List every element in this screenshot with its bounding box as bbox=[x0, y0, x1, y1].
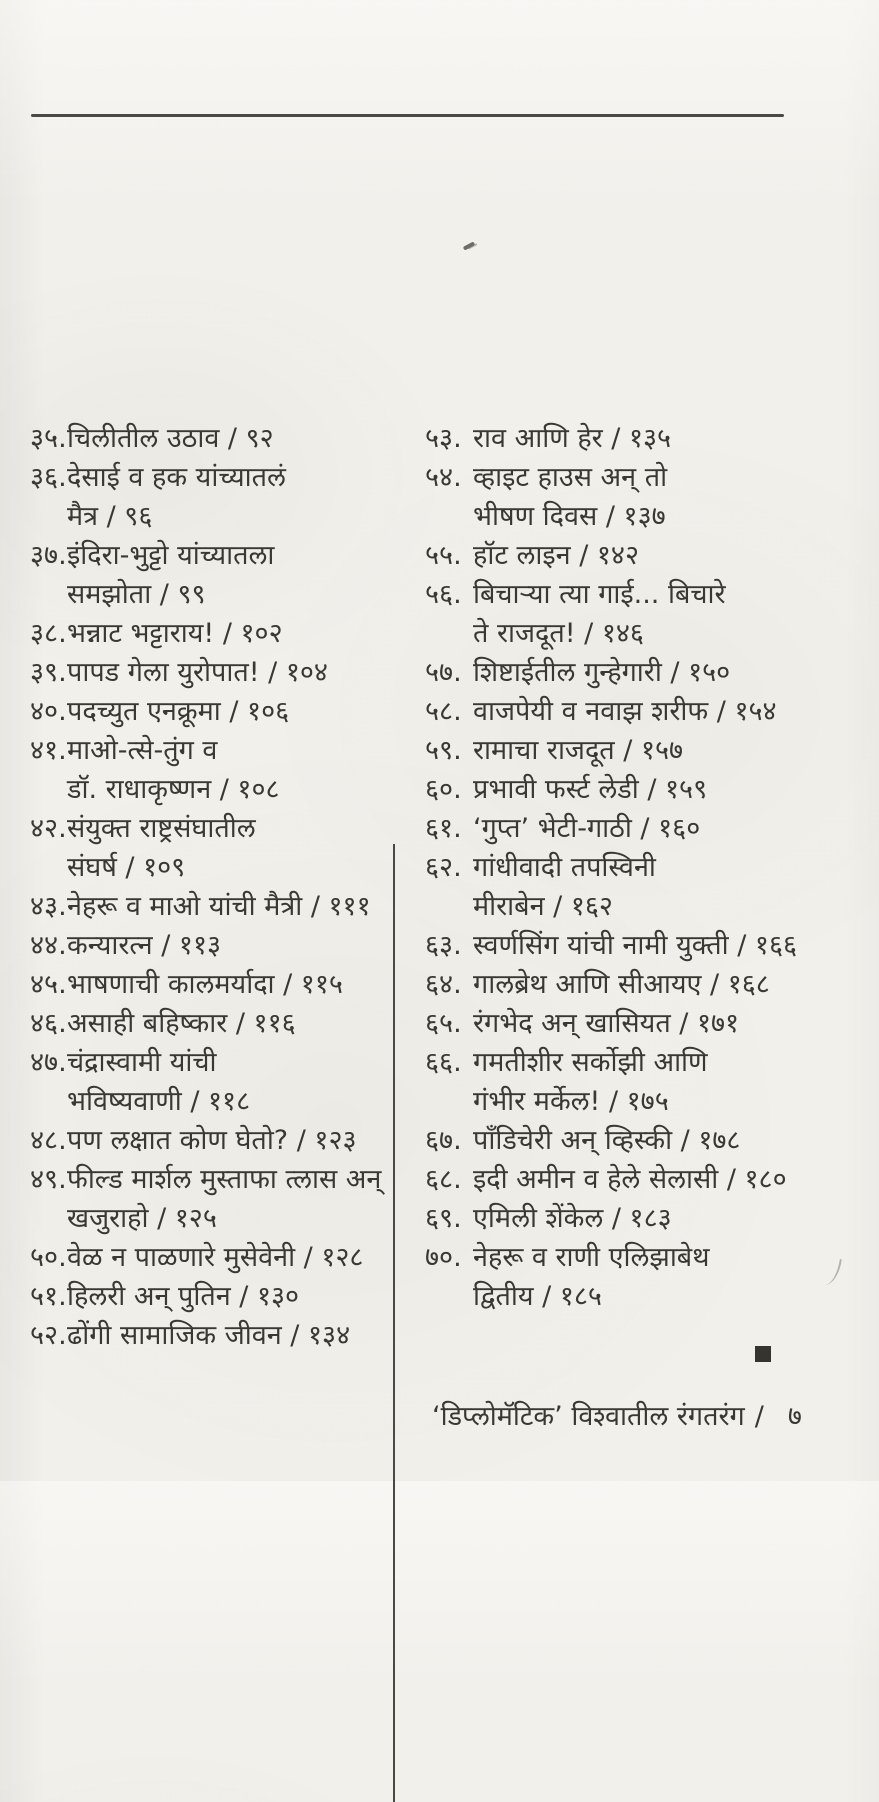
entry-text bbox=[473, 653, 855, 692]
entry-line: इदी अमीन व हेले सेलासी / १८० bbox=[473, 1164, 787, 1195]
entry-line: मीराबेन / १६२ bbox=[473, 891, 613, 922]
toc-entry bbox=[30, 1160, 392, 1238]
toc-entry bbox=[425, 731, 855, 770]
column-divider bbox=[393, 844, 395, 1802]
entry-number: ५९. bbox=[425, 735, 462, 766]
entry-text bbox=[473, 419, 855, 458]
entry-number: ३७. bbox=[30, 540, 67, 571]
entry-text bbox=[473, 1043, 855, 1121]
entry-text bbox=[473, 1238, 855, 1316]
ink-speck bbox=[463, 241, 475, 250]
entry-line: डॉ. राधाकृष्णन / १०८ bbox=[67, 774, 280, 805]
entry-line: चिलीतील उठाव / ९२ bbox=[67, 423, 274, 454]
footer-page-number: ७ bbox=[787, 1401, 802, 1432]
toc-entry bbox=[425, 692, 855, 731]
entry-number: ३६. bbox=[30, 462, 67, 493]
entry-line: भीषण दिवस / १३७ bbox=[473, 501, 666, 532]
entry-text bbox=[67, 1121, 392, 1160]
entry-number: ४२. bbox=[30, 813, 67, 844]
entry-text bbox=[67, 614, 392, 653]
entry-text bbox=[67, 419, 392, 458]
entry-line: वाजपेयी व नवाझ शरीफ / १५४ bbox=[473, 696, 777, 727]
entry-line: नेहरू व राणी एलिझाबेथ bbox=[473, 1242, 710, 1273]
entry-number: ४६. bbox=[30, 1008, 67, 1039]
entry-text bbox=[67, 1238, 392, 1277]
entry-line: ते राजदूत! / १४६ bbox=[473, 618, 644, 649]
toc-entry bbox=[425, 653, 855, 692]
toc-entry bbox=[425, 1004, 855, 1043]
toc-entry bbox=[425, 1121, 855, 1160]
entry-text bbox=[67, 965, 392, 1004]
entry-line: गमतीशीर सर्कोझी आणि bbox=[473, 1047, 708, 1078]
entry-text bbox=[473, 1160, 855, 1199]
entry-number: ३८. bbox=[30, 618, 67, 649]
entry-text bbox=[67, 1004, 392, 1043]
entry-text bbox=[67, 1316, 392, 1355]
toc-entry bbox=[30, 419, 392, 458]
entry-line: असाही बहिष्कार / ११६ bbox=[67, 1008, 296, 1039]
toc-entry bbox=[30, 1004, 392, 1043]
entry-line: संघर्ष / १०९ bbox=[67, 852, 186, 883]
entry-line: ढोंगी सामाजिक जीवन / १३४ bbox=[67, 1320, 351, 1351]
entry-text bbox=[67, 1043, 392, 1121]
toc-entry bbox=[425, 575, 855, 653]
entry-line: वेळ न पाळणारे मुसेवेनी / १२८ bbox=[67, 1242, 364, 1273]
entry-line: कन्यारत्न / ११३ bbox=[67, 930, 222, 961]
entry-text bbox=[473, 1004, 855, 1043]
footer-book-title: ‘डिप्लोमॅटिक’ विश्वातील रंगतरंग bbox=[432, 1401, 745, 1432]
entry-line: पदच्युत एनक्रूमा / १०६ bbox=[67, 696, 290, 727]
toc-entry bbox=[30, 731, 392, 809]
entry-text bbox=[67, 926, 392, 965]
toc-entry bbox=[425, 848, 855, 926]
entry-line: भाषणाची कालमर्यादा / ११५ bbox=[67, 969, 343, 1000]
entry-number: ६३. bbox=[425, 930, 462, 961]
entry-line: बिचाऱ्या त्या गाई... बिचारे bbox=[473, 579, 726, 610]
entry-number: ७०. bbox=[425, 1242, 462, 1273]
entry-text bbox=[473, 536, 855, 575]
toc-entry bbox=[30, 926, 392, 965]
entry-text bbox=[473, 809, 855, 848]
entry-line: प्रभावी फर्स्ट लेडी / १५९ bbox=[473, 774, 708, 805]
entry-number: ४०. bbox=[30, 696, 67, 727]
entry-text bbox=[473, 692, 855, 731]
entry-number: ६४. bbox=[425, 969, 462, 1000]
entry-line: देसाई व हक यांच्यातलं bbox=[67, 462, 286, 493]
entry-line: नेहरू व माओ यांची मैत्री / १११ bbox=[67, 891, 371, 922]
entry-number: ५१. bbox=[30, 1281, 67, 1312]
toc-entry bbox=[425, 1043, 855, 1121]
entry-line: फील्ड मार्शल मुस्ताफा त्लास अन् bbox=[67, 1164, 382, 1195]
entry-line: गालब्रेथ आणि सीआयए / १६८ bbox=[473, 969, 770, 1000]
entry-line: संयुक्त राष्ट्रसंघातील bbox=[67, 813, 256, 844]
header-rule bbox=[31, 114, 784, 117]
entry-number: ३९. bbox=[30, 657, 67, 688]
entry-text bbox=[473, 575, 855, 653]
entry-text bbox=[473, 731, 855, 770]
toc-entry bbox=[30, 458, 392, 536]
entry-line: शिष्टाईतील गुन्हेगारी / १५० bbox=[473, 657, 731, 688]
entry-number: ४८. bbox=[30, 1125, 67, 1156]
entry-text bbox=[473, 1121, 855, 1160]
entry-text bbox=[67, 653, 392, 692]
entry-text bbox=[67, 887, 392, 926]
toc-entry bbox=[425, 809, 855, 848]
entry-line: राव आणि हेर / १३५ bbox=[473, 423, 672, 454]
entry-line: रामाचा राजदूत / १५७ bbox=[473, 735, 684, 766]
entry-line: मैत्र / ९६ bbox=[67, 501, 153, 532]
toc-entry bbox=[30, 1316, 392, 1355]
entry-number: ६५. bbox=[425, 1008, 462, 1039]
toc-entry bbox=[425, 926, 855, 965]
entry-line: माओ-त्से-तुंग व bbox=[67, 735, 218, 766]
toc-right-column bbox=[425, 419, 855, 1316]
entry-number: ५२. bbox=[30, 1320, 67, 1351]
entry-line: द्वितीय / १८५ bbox=[473, 1281, 602, 1312]
entry-number: ६१. bbox=[425, 813, 462, 844]
toc-entry bbox=[30, 653, 392, 692]
toc-entry bbox=[425, 1199, 855, 1238]
toc-entry bbox=[30, 1043, 392, 1121]
entry-number: ६२. bbox=[425, 852, 462, 883]
entry-number: ५४. bbox=[425, 462, 462, 493]
entry-line: भन्नाट भट्टाराय! / १०२ bbox=[67, 618, 283, 649]
entry-number: ४४. bbox=[30, 930, 67, 961]
entry-line: स्वर्णसिंग यांची नामी युक्ती / १६६ bbox=[473, 930, 798, 961]
entry-line: इंदिरा-भुट्टो यांच्यातला bbox=[67, 540, 275, 571]
entry-text bbox=[473, 1199, 855, 1238]
toc-entry bbox=[30, 965, 392, 1004]
entry-line: हिलरी अन् पुतिन / १३० bbox=[67, 1281, 300, 1312]
entry-number: ६८. bbox=[425, 1164, 462, 1195]
entry-line: चंद्रास्वामी यांची bbox=[67, 1047, 217, 1078]
page-footer bbox=[432, 1397, 802, 1436]
section-end-marker bbox=[755, 1346, 771, 1362]
entry-line: गंभीर मर्केल! / १७५ bbox=[473, 1086, 669, 1117]
entry-text bbox=[473, 926, 855, 965]
toc-entry bbox=[425, 536, 855, 575]
entry-line: रंगभेद अन् खासियत / १७१ bbox=[473, 1008, 740, 1039]
entry-text bbox=[67, 536, 392, 614]
entry-number: ४३. bbox=[30, 891, 67, 922]
toc-entry bbox=[30, 536, 392, 614]
entry-line: पाँडिचेरी अन् व्हिस्की / १७८ bbox=[473, 1125, 741, 1156]
entry-number: ४५. bbox=[30, 969, 67, 1000]
entry-line: खजुराहो / १२५ bbox=[67, 1203, 217, 1234]
entry-number: ५७. bbox=[425, 657, 462, 688]
entry-number: ४९. bbox=[30, 1164, 67, 1195]
toc-entry bbox=[30, 1238, 392, 1277]
entry-number: ५८. bbox=[425, 696, 462, 727]
toc-entry bbox=[30, 692, 392, 731]
entry-line: ‘गुप्त’ भेटी-गाठी / १६० bbox=[473, 813, 701, 844]
toc-entry bbox=[425, 419, 855, 458]
entry-line: पापड गेला युरोपात! / १०४ bbox=[67, 657, 328, 688]
toc-entry bbox=[425, 770, 855, 809]
entry-line: हॉट लाइन / १४२ bbox=[473, 540, 640, 571]
entry-number: ४७. bbox=[30, 1047, 67, 1078]
entry-text bbox=[473, 848, 855, 926]
entry-number: ५३. bbox=[425, 423, 462, 454]
toc-left-column bbox=[30, 419, 392, 1355]
toc-entry bbox=[425, 1238, 855, 1316]
entry-number: ५६. bbox=[425, 579, 462, 610]
entry-line: भविष्यवाणी / ११८ bbox=[67, 1086, 251, 1117]
toc-entry bbox=[30, 614, 392, 653]
entry-text bbox=[473, 965, 855, 1004]
entry-number: ३५. bbox=[30, 423, 67, 454]
entry-number: ६७. bbox=[425, 1125, 462, 1156]
toc-entry bbox=[30, 1277, 392, 1316]
toc-entry bbox=[425, 965, 855, 1004]
footer-separator: / bbox=[754, 1401, 764, 1432]
entry-number: ६९. bbox=[425, 1203, 462, 1234]
entry-number: ५५. bbox=[425, 540, 462, 571]
entry-line: गांधीवादी तपस्विनी bbox=[473, 852, 656, 883]
toc-entry bbox=[30, 809, 392, 887]
entry-line: एमिली शेंकेल / १८३ bbox=[473, 1203, 672, 1234]
entry-number: ६६. bbox=[425, 1047, 462, 1078]
entry-number: ४१. bbox=[30, 735, 67, 766]
toc-entry bbox=[30, 887, 392, 926]
toc-entry bbox=[425, 458, 855, 536]
entry-line: व्हाइट हाउस अन् तो bbox=[473, 462, 668, 493]
entry-text bbox=[67, 692, 392, 731]
entry-text bbox=[67, 809, 392, 887]
entry-number: ५०. bbox=[30, 1242, 67, 1273]
entry-text bbox=[67, 731, 392, 809]
entry-number: ६०. bbox=[425, 774, 462, 805]
entry-text bbox=[473, 458, 855, 536]
entry-line: समझोता / ९९ bbox=[67, 579, 206, 610]
entry-text bbox=[473, 770, 855, 809]
entry-text bbox=[67, 1160, 392, 1238]
entry-text bbox=[67, 458, 392, 536]
toc-entry bbox=[30, 1121, 392, 1160]
entry-line: पण लक्षात कोण घेतो? / १२३ bbox=[67, 1125, 357, 1156]
toc-entry bbox=[425, 1160, 855, 1199]
entry-text bbox=[67, 1277, 392, 1316]
